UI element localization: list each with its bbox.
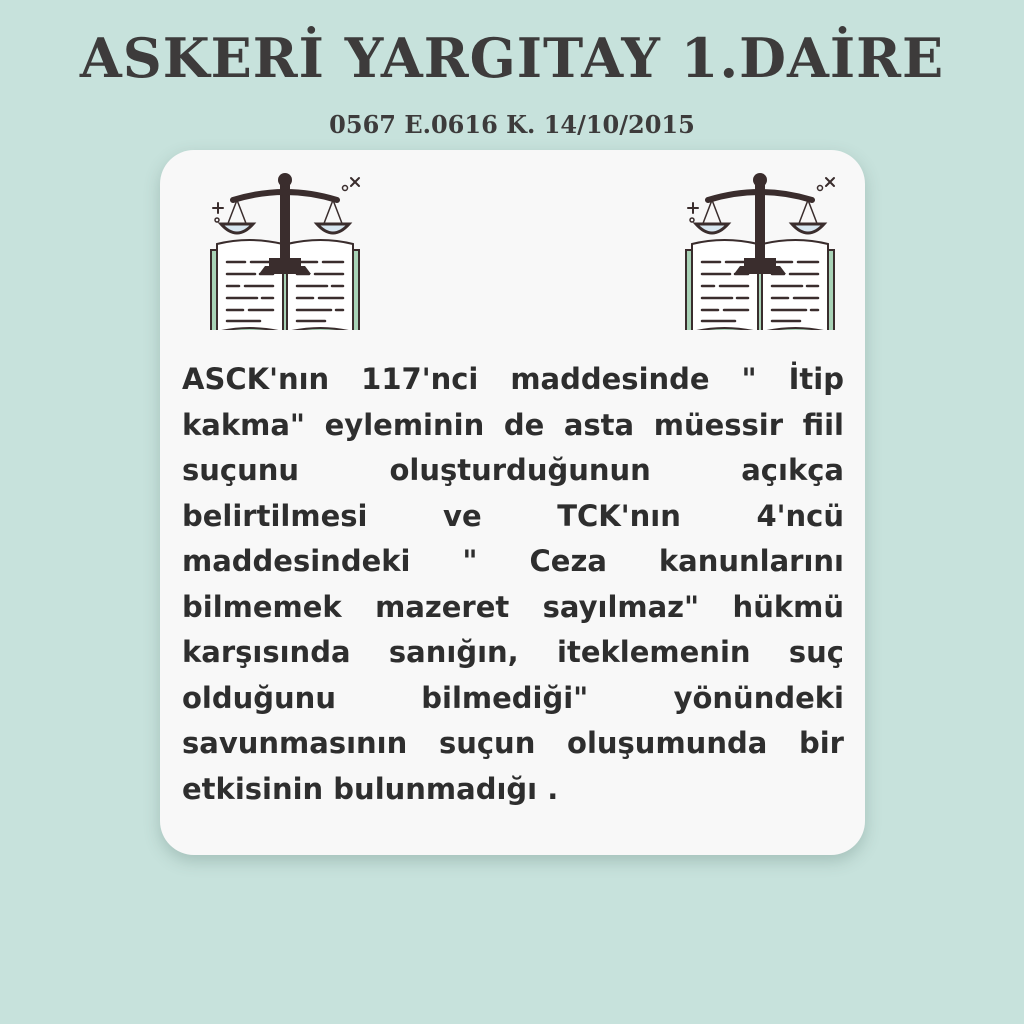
decision-summary-text: ASCK'nın 117'nci maddesinde " İtip kakma" eyleminin de asta müessir fiil suçunu oluşturduğunun açıkça belirtilmesi ve TCK'nın 4'ncü maddesindeki " Ceza kanunlarını bilmemek mazeret sayılmaz" hükmü karşısında sanığın, iteklemenin suç olduğunu bilmediği" yönündeki savunmasının suçun oluşumunda bir etkisinin bulunmadığı . [182, 362, 844, 806]
scales-of-justice-book-icon [680, 170, 840, 330]
scales-of-justice-book-icon [205, 170, 365, 330]
page-title: ASKERİ YARGITAY 1.DAİRE [79, 26, 945, 90]
case-reference: 0567 E.0616 K. 14/10/2015 [329, 110, 695, 139]
content-card [160, 150, 865, 855]
